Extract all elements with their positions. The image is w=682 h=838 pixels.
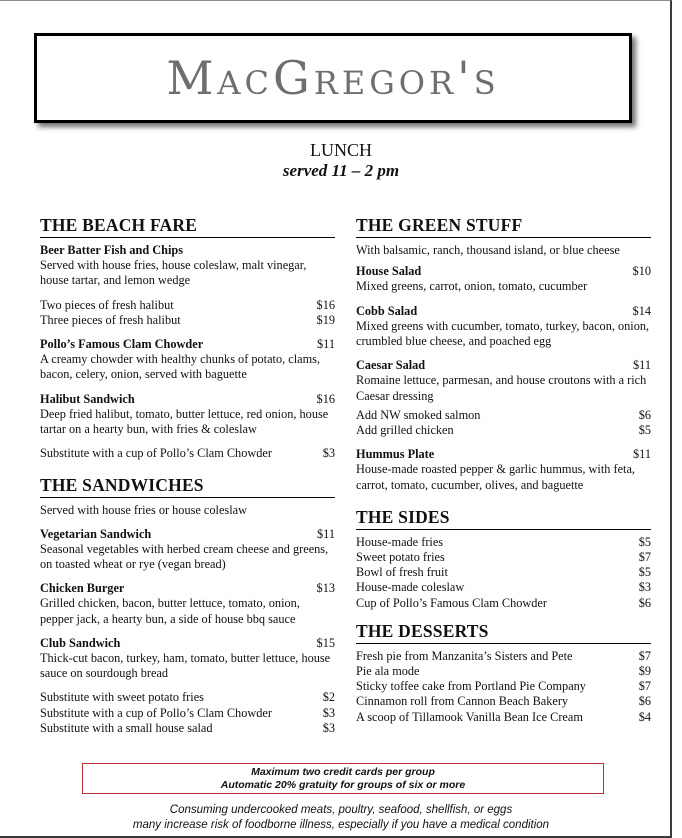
item-price: $11 <box>317 337 335 352</box>
section-title-sandwiches: THE SANDWICHES <box>40 475 335 498</box>
section-title-sides: THE SIDES <box>356 507 651 530</box>
payment-notice <box>82 763 604 794</box>
dessert-label: Sticky toffee cake from Portland Pie Company <box>356 679 586 694</box>
sandwiches-intro: Served with house fries or house coleslaw <box>40 503 247 518</box>
option-label: Substitute with a cup of Pollo’s Clam Chowder <box>40 705 272 720</box>
option-label: Add grilled chicken <box>356 423 454 438</box>
option-row <box>40 313 335 328</box>
list-item <box>356 596 651 611</box>
option-label: Substitute with a cup of Pollo’s Clam Chowder <box>40 446 272 461</box>
item-name: Chicken Burger <box>40 581 125 596</box>
item-name: House Salad <box>356 264 422 279</box>
item-price: $14 <box>632 303 651 318</box>
dessert-price: $6 <box>638 694 651 709</box>
menu-item-clam-chowder <box>40 337 335 383</box>
menu-item-club-sandwich <box>40 636 335 682</box>
item-price: $11 <box>633 358 651 373</box>
item-name: Hummus Plate <box>356 447 435 462</box>
item-name: Vegetarian Sandwich <box>40 526 152 541</box>
menu-item-vegetarian-sandwich <box>40 527 335 573</box>
list-item <box>356 649 651 664</box>
disclaimer-line-1: Consuming undercooked meats, poultry, seafood, shellfish, or eggs <box>169 804 513 816</box>
option-price: $3 <box>322 720 335 735</box>
section-title-green-stuff: THE GREEN STUFF <box>356 215 651 238</box>
section-title-desserts: THE DESSERTS <box>356 621 651 644</box>
option-label: Add NW smoked salmon <box>356 407 481 422</box>
option-label: Two pieces of fresh halibut <box>40 297 174 312</box>
item-name: Beer Batter Fish and Chips <box>40 243 184 257</box>
salad-addons <box>356 408 651 438</box>
health-disclaimer <box>0 803 682 832</box>
option-row <box>40 298 335 313</box>
list-item <box>356 679 651 694</box>
side-price: $5 <box>638 565 651 580</box>
item-description: Seasonal vegetables with herbed cream cheese and greens, on toasted wheat or rye (vegan bread) <box>40 541 329 572</box>
option-price: $16 <box>316 297 335 312</box>
item-description: A creamy chowder with healthy chunks of potato, clams, bacon, celery, onion, served with baguette <box>40 352 321 382</box>
item-price: $16 <box>316 391 335 406</box>
side-label: Sweet potato fries <box>356 550 445 565</box>
option-label: Three pieces of fresh halibut <box>40 312 181 327</box>
item-description: Deep fried halibut, tomato, butter lettuce, red onion, house tartar on a hearty bun, with fries & coleslaw <box>40 406 329 437</box>
side-label: Cup of Pollo’s Famous Clam Chowder <box>356 595 547 610</box>
side-label: House-made coleslaw <box>356 580 465 595</box>
list-item <box>356 694 651 709</box>
left-column <box>40 215 335 745</box>
item-price: $11 <box>633 447 651 462</box>
dessert-label: Fresh pie from Manzanita’s Sisters and Pete <box>356 648 573 663</box>
item-name: Cobb Salad <box>356 303 418 318</box>
dessert-price: $7 <box>638 679 651 694</box>
option-price: $6 <box>638 407 651 422</box>
green-stuff-intro: With balsamic, ranch, thousand island, or blue cheese <box>356 243 620 257</box>
menu-title: LUNCH <box>310 140 372 160</box>
option-price: $3 <box>322 705 335 720</box>
list-item <box>356 664 651 679</box>
dessert-label: A scoop of Tillamook Vanilla Bean Ice Cream <box>356 709 583 724</box>
item-name: Pollo’s Famous Clam Chowder <box>40 337 204 352</box>
option-price: $3 <box>322 446 335 461</box>
list-item <box>356 565 651 580</box>
side-label: House-made fries <box>356 534 444 549</box>
fish-chips-options <box>40 298 335 328</box>
menu-item-caesar-salad <box>356 358 651 404</box>
option-row <box>356 423 651 438</box>
item-price: $10 <box>632 264 651 279</box>
desserts-list <box>356 649 651 725</box>
item-price: $11 <box>317 526 335 541</box>
dessert-label: Pie ala mode <box>356 664 420 679</box>
item-description: Thick-cut bacon, turkey, ham, tomato, butter lettuce, house sauce on sourdough bread <box>40 651 331 681</box>
side-price: $3 <box>638 580 651 595</box>
item-description: Mixed greens with cucumber, tomato, turkey, bacon, onion, crumbled blue cheese, and poached egg <box>356 318 650 349</box>
option-row <box>40 690 335 705</box>
dessert-price: $7 <box>638 648 651 663</box>
disclaimer-line-2: many increase risk of foodborne illness, especially if you have a medical condition <box>132 818 550 831</box>
sandwich-substitutes <box>40 690 335 736</box>
item-description: House-made roasted pepper & garlic hummus, with feta, carrot, tomato, cucumber, olives, and baguette <box>356 462 635 492</box>
dessert-price: $9 <box>638 664 651 679</box>
item-description: Mixed greens, carrot, onion, tomato, cucumber <box>356 279 588 294</box>
item-name: Halibut Sandwich <box>40 391 135 406</box>
item-name: Caesar Salad <box>356 358 426 373</box>
option-label: Substitute with sweet potato fries <box>40 690 204 705</box>
option-row <box>40 446 335 461</box>
item-price: $13 <box>316 581 335 596</box>
side-label: Bowl of fresh fruit <box>356 565 448 580</box>
item-description: Romaine lettuce, parmesan, and house croutons with a rich Caesar dressing <box>356 373 647 403</box>
list-item <box>356 580 651 595</box>
list-item <box>356 550 651 565</box>
item-description: Grilled chicken, bacon, butter lettuce, tomato, onion, pepper jack, a hearty bun, a side of house bbq sauce <box>40 596 300 626</box>
notice-line-1: Maximum two credit cards per group <box>251 766 435 778</box>
menu-item-cobb-salad <box>356 304 651 350</box>
menu-item-fish-chips <box>40 243 335 289</box>
option-label: Substitute with a small house salad <box>40 720 213 735</box>
notice-line-2: Automatic 20% gratuity for groups of six or more <box>220 779 466 791</box>
menu-item-halibut-sandwich <box>40 392 335 438</box>
menu-item-chicken-burger <box>40 581 335 627</box>
list-item <box>356 535 651 550</box>
option-row <box>356 408 651 423</box>
beach-fare-substitute <box>40 446 335 461</box>
right-column <box>356 215 651 734</box>
side-price: $7 <box>638 550 651 565</box>
dessert-price: $4 <box>638 709 651 724</box>
option-price: $19 <box>316 312 335 327</box>
item-description: Served with house fries, house coleslaw, malt vinegar, house tartar, and lemon wedge <box>40 258 307 288</box>
item-name: Club Sandwich <box>40 635 121 650</box>
menu-hours: served 11 – 2 pm <box>282 161 400 180</box>
option-price: $5 <box>638 423 651 438</box>
side-price: $5 <box>638 534 651 549</box>
sides-list <box>356 535 651 611</box>
logo-banner <box>34 33 632 123</box>
menu-item-house-salad <box>356 264 651 294</box>
section-title-beach-fare: THE BEACH FARE <box>40 215 335 238</box>
dessert-label: Cinnamon roll from Cannon Beach Bakery <box>356 694 569 709</box>
option-price: $2 <box>322 690 335 705</box>
item-price: $15 <box>316 635 335 650</box>
list-item <box>356 710 651 725</box>
restaurant-logo: MacGregor's <box>166 51 500 105</box>
menu-item-hummus-plate <box>356 447 651 493</box>
side-price: $6 <box>638 595 651 610</box>
option-row <box>40 706 335 721</box>
option-row <box>40 721 335 736</box>
